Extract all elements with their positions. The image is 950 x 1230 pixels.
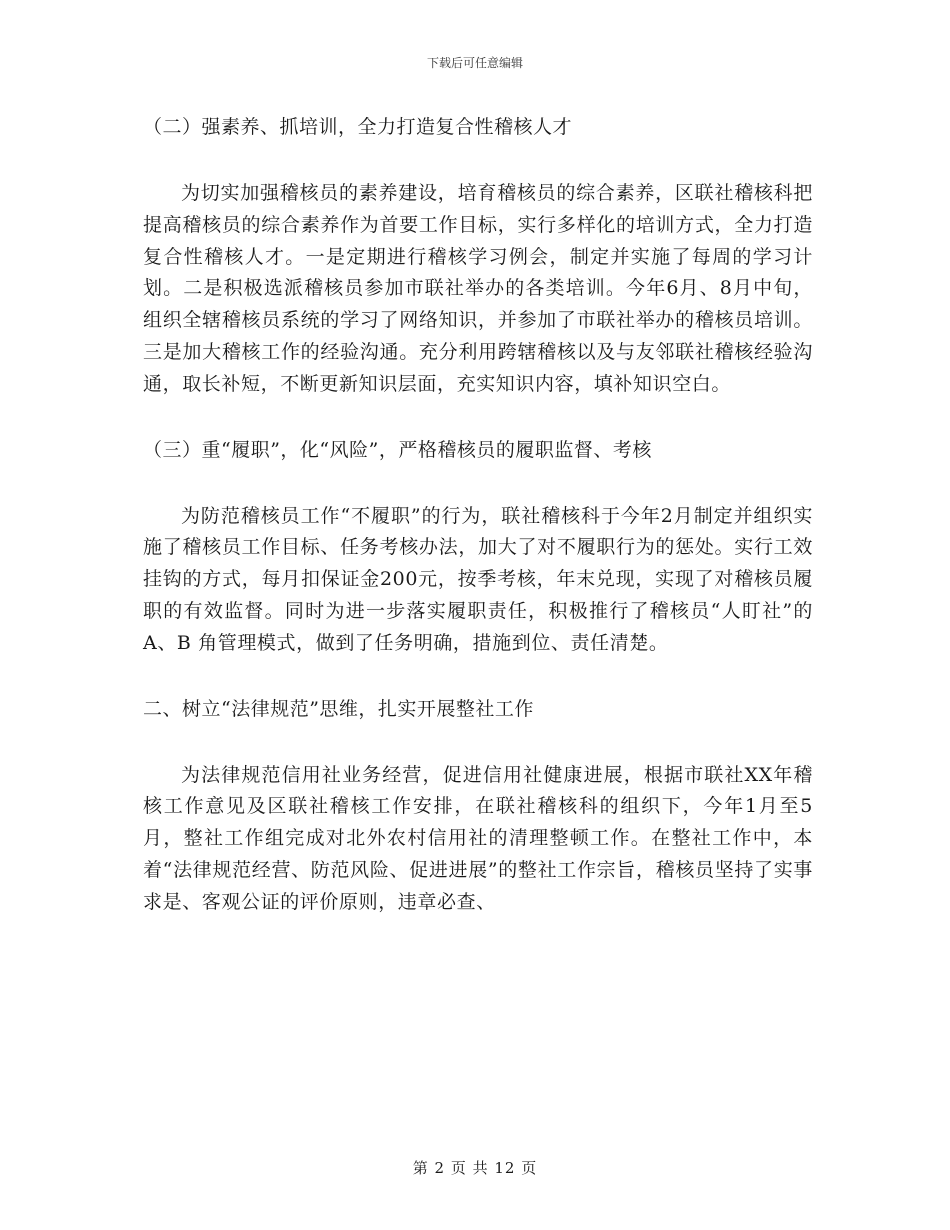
- section-paragraph: 为防范稽核员工作“不履职”的行为，联社稽核科于今年2月制定并组织实施了稽核员工作目标、任务考核办法，加大了对不履职行为的惩处。实行工效挂钩的方式，每月扣保证金200元，按季考核，年末兑现，实现了对稽核员履职的有效监督。同时为进一步落实履职责任，积极推行了稽核员“人盯社”的A、B 角管理模式，做到了任务明确，措施到位、责任清楚。: [143, 504, 813, 654]
- section-heading: （三）重“履职”，化“风险”，严格稽核员的履职监督、考核: [143, 438, 652, 461]
- section-paragraph: 为切实加强稽核员的素养建设，培育稽核员的综合素养，区联社稽核科把提高稽核员的综合素养作为首要工作目标，实行多样化的培训方式，全力打造复合性稽核人才。一是定期进行稽核学习例会，制定并实施了每周的学习计划。二是积极选派稽核员参加市联社举办的各类培训。今年6月、8月中旬，组织全辖稽核员系统的学习了网络知识，并参加了市联社举办的稽核员培训。三是加大稽核工作的经验沟通。充分利用跨辖稽核以及与友邻联社稽核经验沟通，取长补短，不断更新知识层面，充实知识内容，填补知识空白。: [143, 182, 813, 395]
- page-number: 第 2 页 共 12 页: [412, 1159, 538, 1177]
- page-header: 下载后可任意编辑: [426, 56, 523, 70]
- section-heading: 二、树立“法律规范”思维，扎实开展整社工作: [143, 697, 534, 720]
- document-body: [143, 112, 813, 953]
- section-paragraph: 为法律规范信用社业务经营，促进信用社健康进展，根据市联社XX年稽核工作意见及区联社稽核工作安排，在联社稽核科的组织下，今年1月至5月，整社工作组完成对北外农村信用社的清理整顿工作。在整社工作中，本着“法律规范经营、防范风险、促进进展”的整社工作宗旨，稽核员坚持了实事求是、客观公证的评价原则，违章必查、: [143, 763, 813, 913]
- section-heading: （二）强素养、抓培训，全力打造复合性稽核人才: [143, 116, 573, 138]
